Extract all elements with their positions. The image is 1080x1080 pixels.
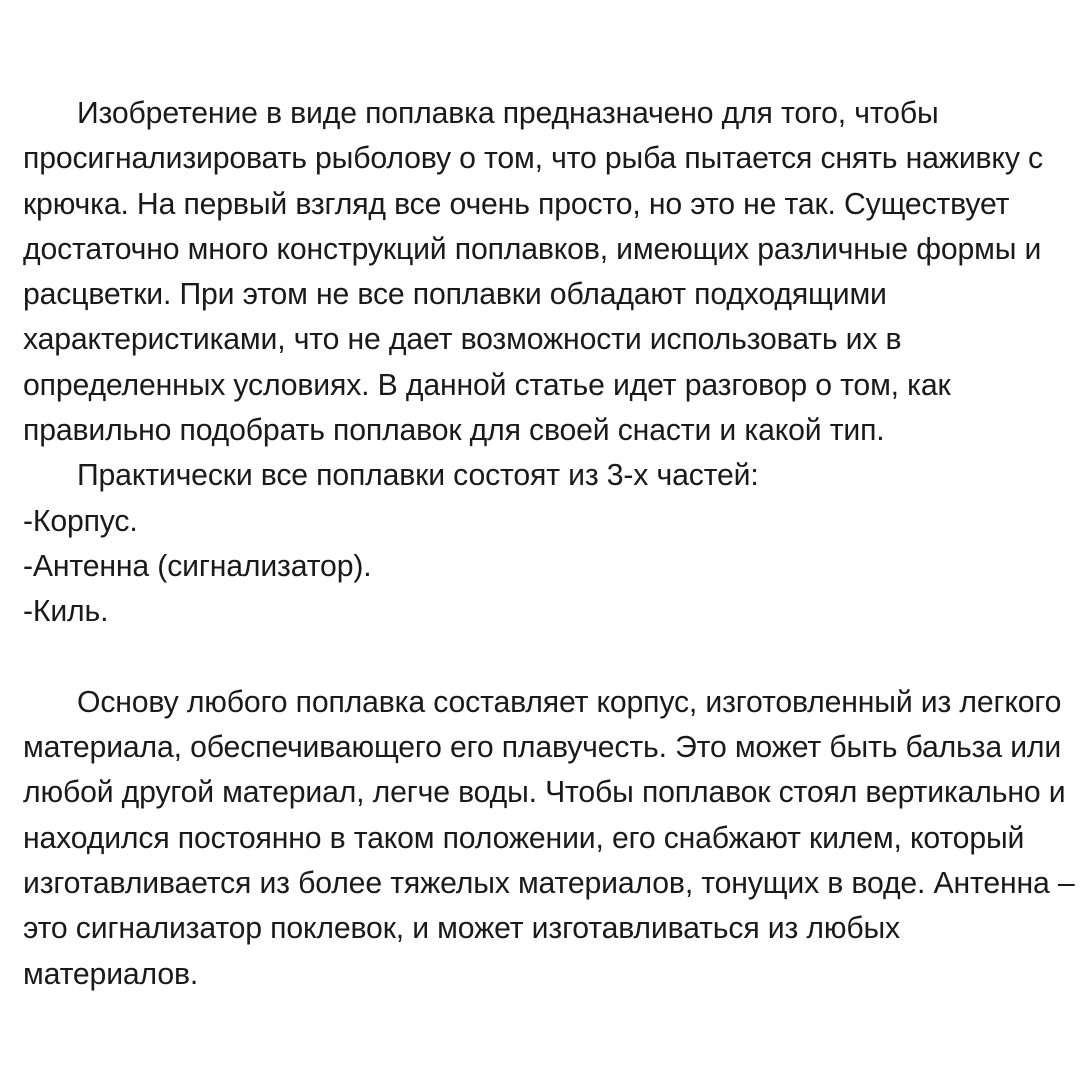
list-item-body: -Корпус. xyxy=(23,504,138,538)
paragraph-intro: Изобретение в виде поплавка предназначено для того, чтобы просигнализировать рыболову о том, что рыба пытается снять наживку с крючка. На первый взгляд все очень просто, но это не так. Существует достаточно много конструкций поплавков, имеющих различные формы и расцветки. При этом не все поплавки обладают подходящими характеристиками, что не дает возможности использовать их в определенных условиях. В данной статье идет разговор о том, как правильно подобрать поплавок для своей снасти и какой тип. xyxy=(23,97,1043,448)
article-text xyxy=(23,91,1075,997)
list-item-antenna: -Антенна (сигнализатор). xyxy=(23,549,372,583)
blank-line xyxy=(23,635,1075,680)
list-item-keel: -Киль. xyxy=(23,595,109,629)
paragraph-parts-intro: Практически все поплавки состоят из 3-х частей: xyxy=(77,459,759,493)
paragraph-body-description: Основу любого поплавка составляет корпус, изготовленный из легкого материала, обеспечивающего его плавучесть. Это может быть бальза или любой другой материал, легче воды. Чтобы поплавок стоял вертикально и находился постоянно в таком положении, его снабжают килем, который изготавливается из более тяжелых материалов, тонущих в воде. Антенна – это сигнализатор поклевок, и может изготавливаться из любых материалов. xyxy=(23,685,1075,991)
